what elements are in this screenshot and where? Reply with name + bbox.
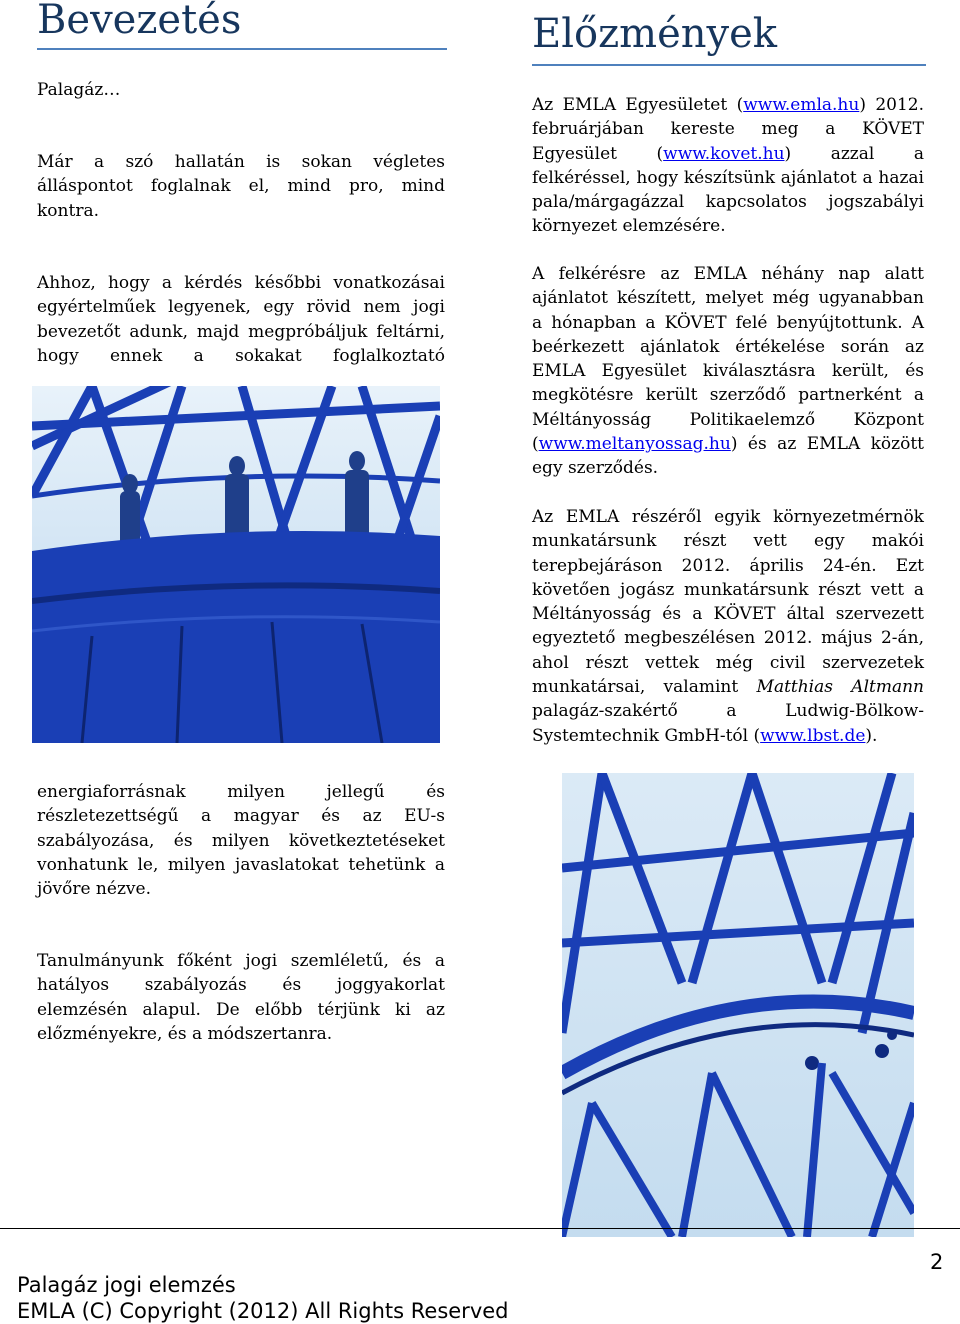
link-kovet[interactable]: www.kovet.hu	[663, 143, 785, 164]
link-emla[interactable]: www.emla.hu	[743, 95, 860, 115]
paragraph-intro-3: energiaforrásnak milyen jellegű és részletezettségű a magyar és az EU-s szabályozása, és milyen következtetéseket vonhatunk le, milyen javaslatokat tehetünk a jövőre nézve.	[37, 782, 445, 900]
paragraph-elozmenyek-1: Az EMLA Egyesületet (www.emla.hu) 2012. februárjában kereste meg a KÖVET Egyesület (www.kovet.hu) azzal a felkéréssel, hogy készítsünk ajánlatot a hazai pala/márgagázzal kapcsolatos jogszabályi környezet elemzésére.	[532, 95, 924, 237]
photo-walkway-silhouettes	[32, 386, 440, 743]
footer-title: Palagáz jogi elemzés	[17, 1273, 236, 1297]
heading-rule-left	[37, 48, 447, 50]
heading-rule-right	[532, 64, 926, 66]
page-number: 2	[930, 1250, 944, 1274]
footer-copyright: EMLA (C) Copyright (2012) All Rights Reserved	[17, 1299, 509, 1323]
paragraph-intro-1: Már a szó hallatán is sokan végletes álláspontot foglalnak el, mind pro, mind kontra.	[37, 152, 445, 221]
paragraph-intro-4: Tanulmányunk főként jogi szemléletű, és a hatályos szabályozás és joggyakorlat elemzésén alapul. De előbb térjünk ki az előzményekre, és a módszertanra.	[37, 951, 445, 1044]
paragraph-elozmenyek-2: A felkérésre az EMLA néhány nap alatt ajánlatot készített, melyet még ugyanabban a hónapban a KÖVET felé benyújtottunk. A beérkezett ajánlatok értékelése során az EMLA Egyesület kiválasztásra került, és megkötésre került szerződő partnerként a Méltányosság Politikaelemző Központ (www.meltanyossag.hu) és az EMLA között egy szerződés.	[532, 264, 924, 479]
link-meltanyossag[interactable]: www.meltanyossag.hu	[538, 434, 731, 455]
footer-rule	[0, 1228, 960, 1229]
heading-bevezetes: Bevezetés	[37, 0, 242, 43]
photo-dome-structure	[562, 773, 914, 1237]
heading-elozmenyek: Előzmények	[532, 11, 778, 57]
paragraph-palagaz: Palagáz…	[37, 80, 121, 100]
link-lbst[interactable]: www.lbst.de	[760, 725, 866, 746]
paragraph-intro-2: Ahhoz, hogy a kérdés későbbi vonatkozásai egyértelműek legyenek, egy rövid nem jogi bevezetőt adunk, majd megpróbáljuk feltárni, hogy ennek a sokakat foglalkoztató	[37, 273, 445, 366]
paragraph-elozmenyek-3: Az EMLA részéről egyik környezetmérnök munkatársunk részt vett egy makói terepbejáráson 2012. április 24-én. Ezt követően jogász munkatársunk részt vett a Méltányosság és a KÖVET által szervezett egyeztető megbeszélésen 2012. május 2-án, ahol részt vettek még civil szervezetek munkatársai, valamint Matthias Altmann palagáz-szakértő a Ludwig-Bölkow-Systemtechnik GmbH-tól (www.lbst.de).	[532, 507, 924, 746]
